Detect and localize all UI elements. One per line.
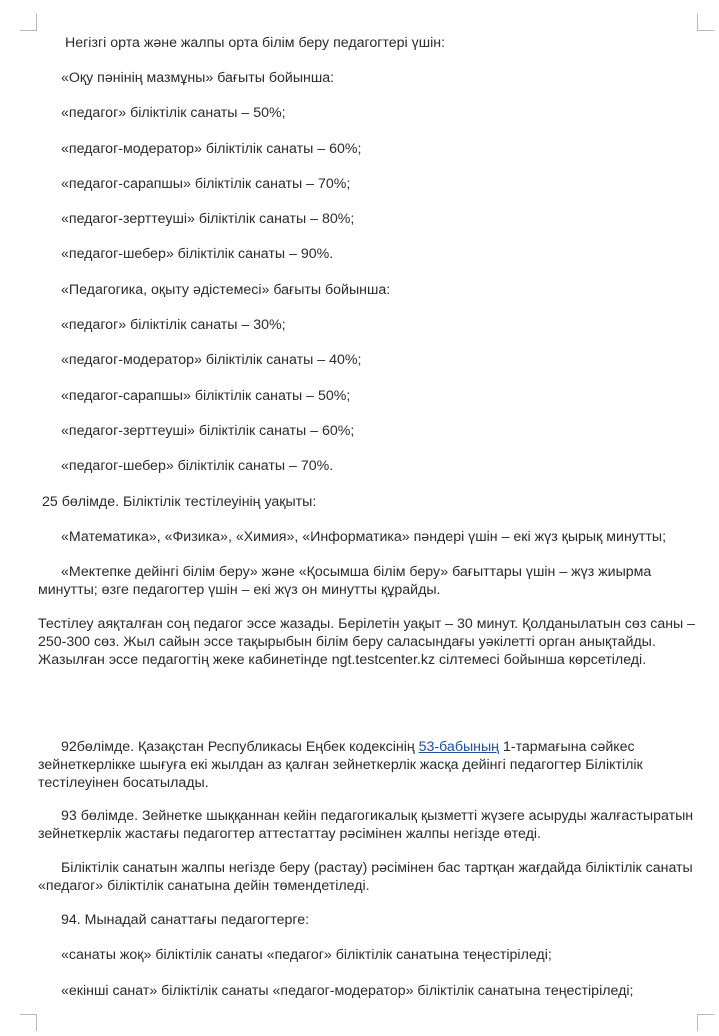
section94-item: «санаты жоқ» біліктілік санаты «педагог» біліктілік санатына теңестіріледі;	[61, 947, 552, 963]
section94-heading: 94. Мынадай санаттағы педагогтерге:	[61, 912, 310, 928]
direction1-item: «педагог-шебер» біліктілік санаты – 90%.	[61, 246, 334, 262]
direction2-item: «педагог-шебер» біліктілік санаты – 70%.	[61, 458, 334, 474]
page-margin-corner-bottom-right	[697, 1014, 714, 1031]
direction1-item: «педагог» біліктілік санаты – 50%;	[61, 105, 286, 121]
section94-item: «екінші санат» біліктілік санаты «педагог-модератор» біліктілік санатына теңестіріледі;	[61, 983, 634, 999]
direction2-item: «педагог-сарапшы» біліктілік санаты – 50%;	[61, 388, 351, 404]
section25-essay-paragraph: Тестілеу аяқталған соң педагог эссе жазады. Берілетін уақыт – 30 минут. Қолданылатын сөз саны – 250-300 сөз. Жыл сайын эссе тақырыбын білім беру саласындағы уәкілетті орган анықтайды. Жазылған эссе педагогтің жеке кабинетінде ngt.testcenter.kz сілтемесі бойынша көрсетіледі.	[38, 616, 696, 668]
direction1-heading: «Оқу пәнінің мазмұны» бағыты бойынша:	[61, 70, 335, 86]
direction2-item: «педагог» біліктілік санаты – 30%;	[61, 317, 286, 333]
labor-code-article-link[interactable]: 53-бабының	[418, 739, 500, 755]
section93-paragraph: 93 бөлімде. Зейнетке шыққаннан кейін педагогикалық қызметті жүзеге асыруды жалғастыратын зейнеткерлік жастағы педагогтер аттестаттау рәсімінен жалпы негізде өтеді.	[38, 808, 694, 842]
section25-paragraph: «Математика», «Физика», «Химия», «Информатика» пәндері үшін – екі жүз қырық минутты;	[61, 529, 667, 545]
direction1-item: «педагог-сарапшы» біліктілік санаты – 70%;	[61, 176, 351, 192]
direction2-item: «педагог-модератор» біліктілік санаты – 40%;	[61, 352, 362, 368]
direction1-item: «педагог-зерттеуші» біліктілік санаты – 80%;	[61, 211, 355, 227]
intro-line: Негізгі орта және жалпы орта білім беру педагогтері үшін:	[65, 35, 446, 51]
section92-text: 92бөлімде. Қазақстан Республикасы Еңбек кодексінің	[61, 739, 419, 755]
direction2-heading: «Педагогика, оқыту әдістемесі» бағыты бойынша:	[61, 282, 391, 298]
section25-heading: 25 бөлімде. Біліктілік тестілеуінің уақыты:	[42, 494, 317, 510]
section25-paragraph: «Мектепке дейінгі білім беру» және «Қосымша білім беру» бағыттары үшін – жүз жиырма минутты; өзге педагогтер үшін – екі жүз он минутты құрайды.	[38, 564, 652, 598]
page-margin-corner-bottom-left	[20, 1014, 37, 1031]
section92-paragraph	[38, 738, 703, 792]
section93-paragraph: Біліктілік санатын жалпы негізде беру (растау) рәсімінен бас тартқан жағдайда біліктілік санаты «педагог» біліктілік санатына дейін төмендетіледі.	[38, 860, 693, 894]
section92-text: 1-тармағына сәйкес зейнеткерлікке шығуға екі жылдан аз қалған зейнеткерлік жасқа дейінгі педагогтер Біліктілік тестілеуінен босатылады.	[38, 739, 643, 791]
direction1-item: «педагог-модератор» біліктілік санаты – 60%;	[61, 141, 362, 157]
page-margin-corner-top-left	[20, 14, 37, 31]
page-margin-corner-top-right	[697, 14, 714, 31]
direction2-item: «педагог-зерттеуші» біліктілік санаты – 60%;	[61, 423, 355, 439]
